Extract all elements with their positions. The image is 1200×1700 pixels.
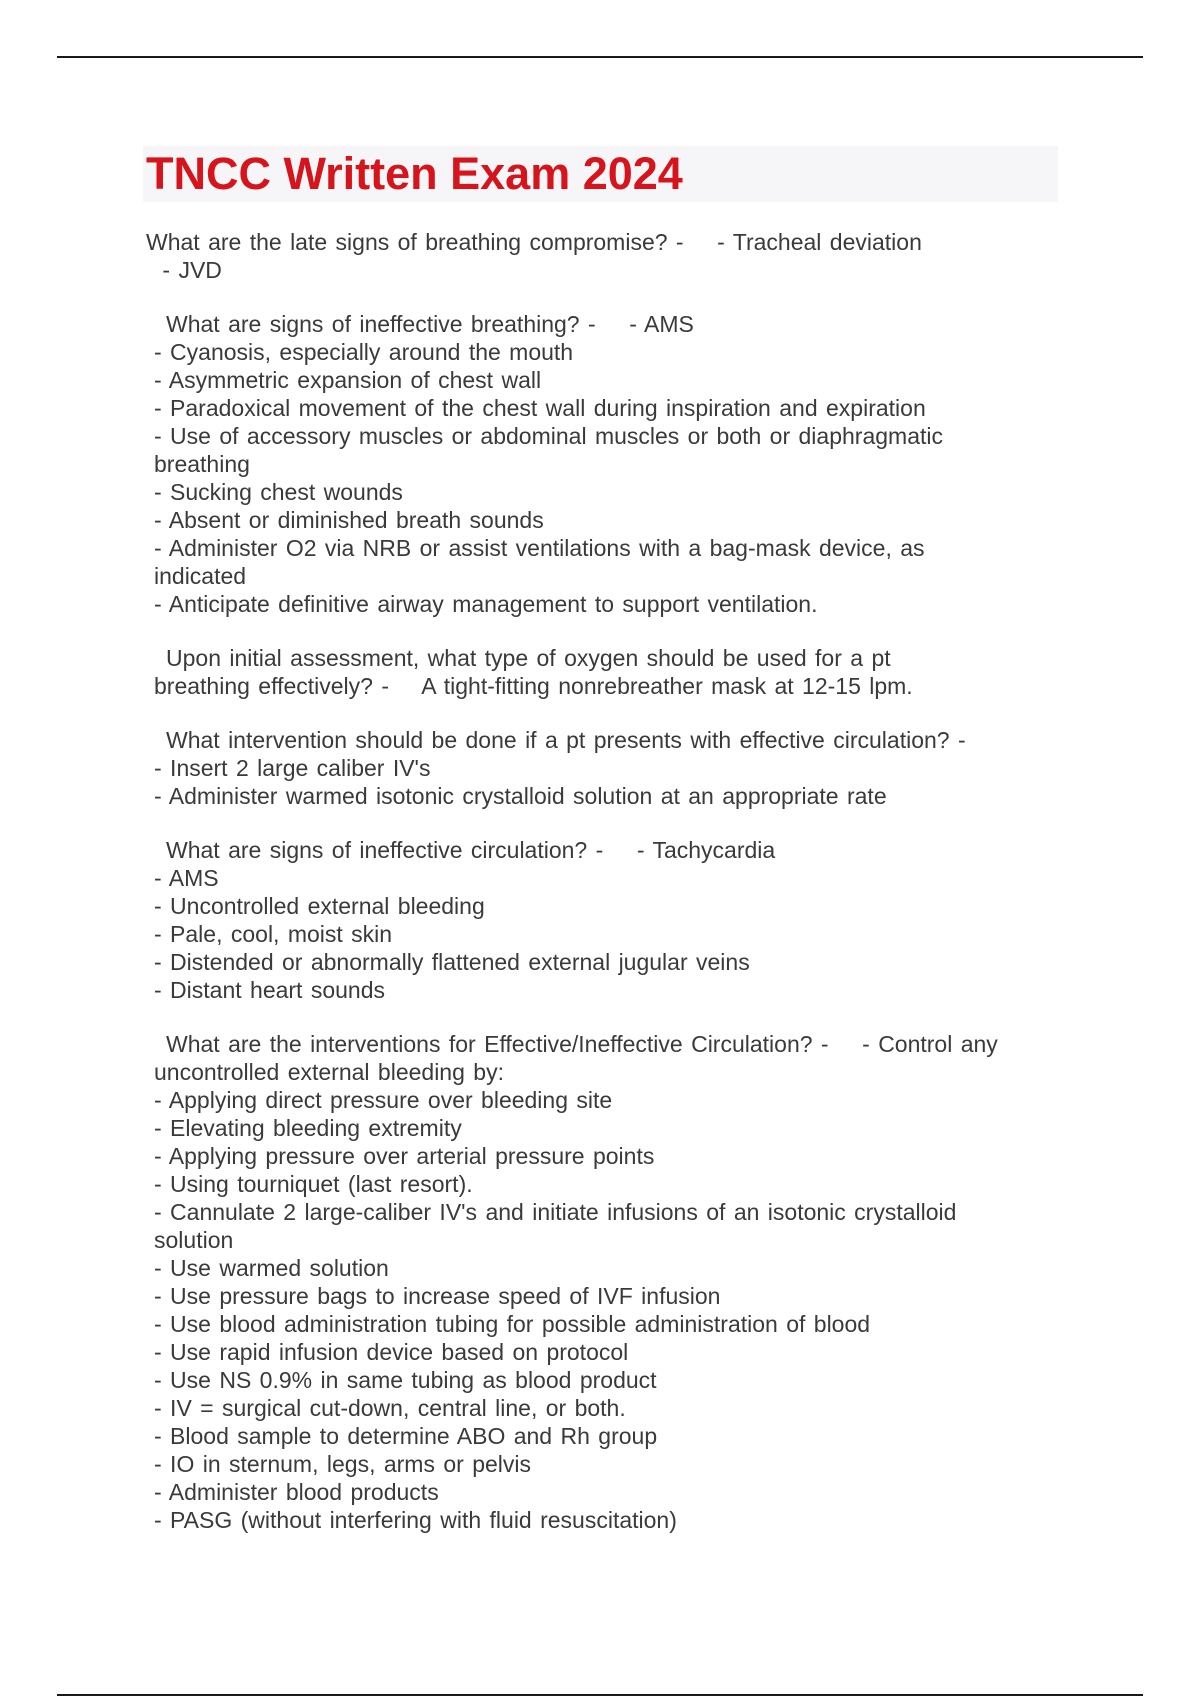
qa-answer-line: - Pale, cool, moist skin: [154, 921, 393, 947]
qa-answer-line: uncontrolled external bleeding by:: [154, 1059, 504, 1085]
qa-answer-line: - Asymmetric expansion of chest wall: [154, 367, 542, 393]
qa-answer-line: solution: [154, 1227, 234, 1253]
qa-answer-line: - Use of accessory muscles or abdominal muscles or both or diaphragmatic: [154, 423, 943, 449]
qa-answer-line: - Paradoxical movement of the chest wall during inspiration and expiration: [154, 395, 926, 421]
qa-card: [0, 310, 1200, 618]
qa-answer-line: - Elevating bleeding extremity: [154, 1115, 462, 1141]
qa-answer-line: - Administer blood products: [154, 1479, 439, 1505]
qa-answer-line: - Use NS 0.9% in same tubing as blood product: [154, 1367, 657, 1393]
qa-card: [0, 644, 1200, 700]
qa-question-line: What are the late signs of breathing compromise? - - Tracheal deviation: [146, 229, 922, 255]
qa-answer-line: - Cannulate 2 large-caliber IV's and initiate infusions of an isotonic crystalloid: [154, 1199, 957, 1225]
qa-answer-line: - JVD: [154, 257, 222, 283]
qa-answer-line: - Absent or diminished breath sounds: [154, 507, 544, 533]
qa-answer-line: - Sucking chest wounds: [154, 479, 403, 505]
footer-rule: [57, 1694, 1143, 1696]
qa-answer-line: - Applying pressure over arterial pressure points: [154, 1143, 655, 1169]
qa-answer-line: - Uncontrolled external bleeding: [154, 893, 485, 919]
qa-answer-line: - Use pressure bags to increase speed of IVF infusion: [154, 1283, 721, 1309]
qa-answer-line: - Insert 2 large caliber IV's: [154, 755, 431, 781]
qa-question-line: What are signs of ineffective circulation? - - Tachycardia: [166, 837, 776, 863]
qa-answer-line: - Anticipate definitive airway management to support ventilation.: [154, 591, 818, 617]
qa-answer-line: - Distant heart sounds: [154, 977, 386, 1003]
qa-answer-line: breathing: [154, 451, 250, 477]
qa-answer-line: - Blood sample to determine ABO and Rh group: [154, 1423, 658, 1449]
qa-answer-line: - AMS: [154, 865, 219, 891]
qa-answer-line: - IV = surgical cut-down, central line, or both.: [154, 1395, 626, 1421]
qa-card: [0, 726, 1200, 810]
qa-answer-line: - Use blood administration tubing for possible administration of blood: [154, 1311, 871, 1337]
qa-answer-line: indicated: [154, 563, 247, 589]
qa-answer-line: - Use rapid infusion device based on protocol: [154, 1339, 629, 1365]
qa-answer-line: - PASG (without interfering with fluid resuscitation): [154, 1507, 677, 1533]
qa-card: [0, 1030, 1200, 1534]
qa-question-line: What are the interventions for Effective/Ineffective Circulation? - - Control any: [166, 1031, 998, 1057]
qa-card: [0, 228, 1200, 284]
qa-card: [0, 836, 1200, 1004]
document-body: [0, 228, 1200, 1560]
header-rule: [57, 56, 1143, 58]
qa-answer-line: - Distended or abnormally flattened external jugular veins: [154, 949, 750, 975]
qa-answer-line: - Using tourniquet (last resort).: [154, 1171, 473, 1197]
qa-answer-line: - Administer O2 via NRB or assist ventilations with a bag-mask device, as: [154, 535, 925, 561]
qa-answer-line: - IO in sternum, legs, arms or pelvis: [154, 1451, 531, 1477]
qa-question-line: What are signs of ineffective breathing? - - AMS: [166, 311, 694, 337]
qa-answer-line: - Use warmed solution: [154, 1255, 389, 1281]
qa-answer-line: breathing effectively? - A tight-fitting nonrebreather mask at 12-15 lpm.: [154, 673, 913, 699]
qa-answer-line: - Cyanosis, especially around the mouth: [154, 339, 574, 365]
qa-question-line: Upon initial assessment, what type of oxygen should be used for a pt: [166, 645, 891, 671]
qa-answer-line: - Administer warmed isotonic crystalloid solution at an appropriate rate: [154, 783, 887, 809]
qa-answer-line: - Applying direct pressure over bleeding site: [154, 1087, 613, 1113]
qa-question-line: What intervention should be done if a pt presents with effective circulation? -: [166, 727, 966, 753]
document-title: TNCC Written Exam 2024: [146, 148, 683, 199]
